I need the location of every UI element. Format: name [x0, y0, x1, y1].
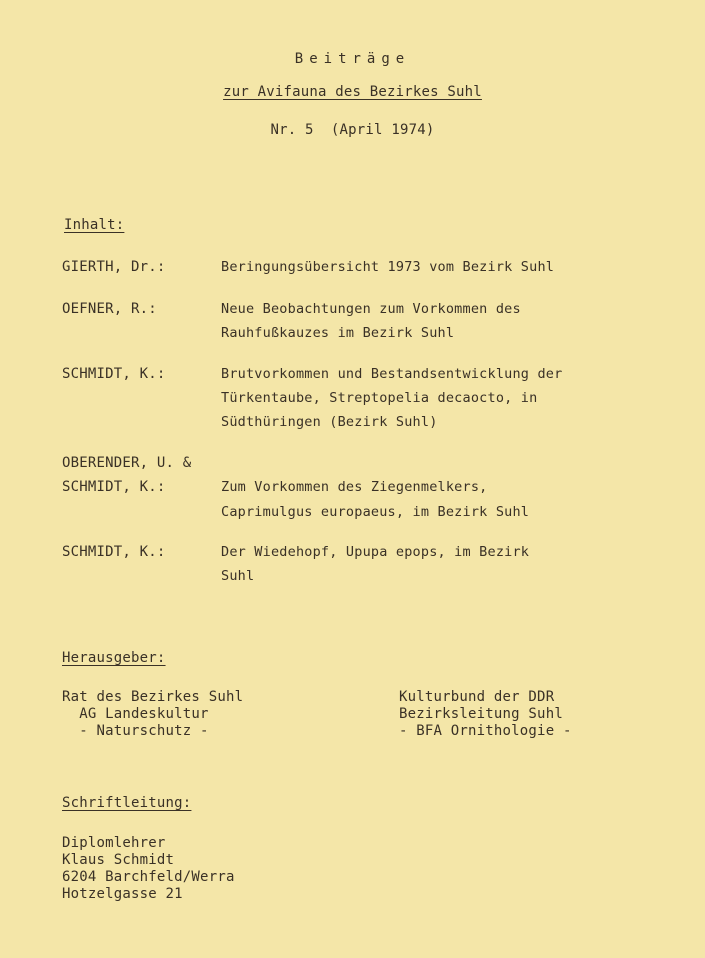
editor-heading: Schriftleitung: [62, 795, 192, 811]
entry-author: GIERTH, Dr.: [62, 259, 166, 275]
publisher-line: - BFA Ornithologie - [399, 723, 572, 739]
subtitle-text: zur Avifauna des Bezirkes Suhl [223, 84, 482, 100]
entry-title-line: Südthüringen (Bezirk Suhl) [221, 414, 438, 430]
entry-author: OBERENDER, U. & [62, 455, 192, 471]
editor-line: Hotzelgasse 21 [62, 886, 183, 902]
publisher-line: - Naturschutz - [62, 723, 209, 739]
entry-title-line: Brutvorkommen und Bestandsentwicklung der [221, 366, 563, 382]
publisher-line: AG Landeskultur [62, 706, 209, 722]
entry-author: SCHMIDT, K.: [62, 479, 166, 495]
entry-title-line: Neue Beobachtungen zum Vorkommen des [221, 301, 521, 317]
page-subtitle [0, 84, 705, 100]
page-title: Beiträge [294, 51, 411, 67]
entry-title-line: Beringungsübersicht 1973 vom Bezirk Suhl [221, 259, 555, 275]
entry-author: SCHMIDT, K.: [62, 544, 166, 560]
editor-line: Diplomlehrer [62, 835, 166, 851]
publisher-line: Kulturbund der DDR [399, 689, 555, 705]
publisher-line: Rat des Bezirkes Suhl [62, 689, 244, 705]
entry-title-line: Zum Vorkommen des Ziegenmelkers, [221, 479, 488, 495]
issue-number: Nr. 5 (April 1974) [270, 122, 435, 138]
entry-author: SCHMIDT, K.: [62, 366, 166, 382]
contents-heading: Inhalt: [64, 217, 125, 233]
entry-author: OEFNER, R.: [62, 301, 157, 317]
publisher-heading: Herausgeber: [62, 650, 166, 666]
entry-title-line: Der Wiedehopf, Upupa epops, im Bezirk [221, 544, 530, 560]
publisher-line: Bezirksleitung Suhl [399, 706, 563, 722]
entry-title-line: Rauhfußkauzes im Bezirk Suhl [221, 325, 455, 341]
editor-line: 6204 Barchfeld/Werra [62, 869, 235, 885]
entry-title-line: Türkentaube, Streptopelia decaocto, in [221, 390, 538, 406]
entry-title-line: Suhl [221, 568, 255, 584]
editor-line: Klaus Schmidt [62, 852, 175, 868]
entry-title-line: Caprimulgus europaeus, im Bezirk Suhl [221, 504, 530, 520]
